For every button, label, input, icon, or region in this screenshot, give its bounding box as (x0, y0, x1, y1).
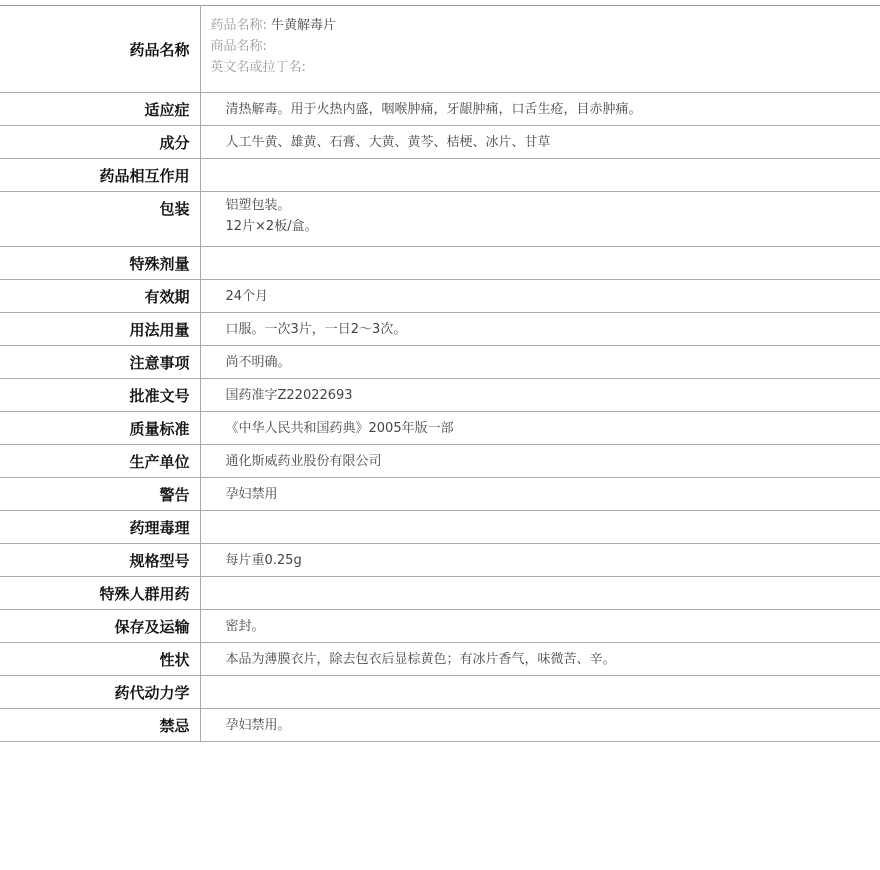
row-value: 口服。一次3片，一日2～3次。 (200, 313, 880, 346)
row-drug-name (0, 6, 880, 93)
row-value (200, 159, 880, 192)
trade-name-key: 商品名称: (210, 39, 267, 54)
row-contraindications (0, 709, 880, 742)
generic-name-line (211, 15, 880, 36)
row-label: 特殊剂量 (0, 247, 200, 280)
row-appearance (0, 643, 880, 676)
row-value: 尚不明确。 (200, 346, 880, 379)
row-special-dose (0, 247, 880, 280)
drug-info-table (0, 5, 880, 742)
row-warning (0, 478, 880, 511)
row-value: 密封。 (200, 610, 880, 643)
row-value: 孕妇禁用 (200, 478, 880, 511)
row-validity (0, 280, 880, 313)
row-spec (0, 544, 880, 577)
row-label: 适应症 (0, 93, 200, 126)
row-usage (0, 313, 880, 346)
row-label: 特殊人群用药 (0, 577, 200, 610)
row-label: 药品相互作用 (0, 159, 200, 192)
row-approval (0, 379, 880, 412)
row-label: 有效期 (0, 280, 200, 313)
packaging-line: 铝塑包装。 (225, 198, 291, 213)
row-value (200, 577, 880, 610)
row-interaction (0, 159, 880, 192)
row-label: 规格型号 (0, 544, 200, 577)
row-label: 批准文号 (0, 379, 200, 412)
row-label: 保存及运输 (0, 610, 200, 643)
latin-name-key: 英文名或拉丁名: (210, 60, 306, 75)
packaging-line: 12片×2板/盒。 (225, 219, 318, 234)
row-value (200, 511, 880, 544)
row-value (200, 676, 880, 709)
row-manufacturer (0, 445, 880, 478)
row-indication (0, 93, 880, 126)
row-value: 本品为薄膜衣片，除去包衣后显棕黄色；有冰片香气，味微苦、辛。 (200, 643, 880, 676)
generic-name-value: 牛黄解毒片 (271, 18, 337, 33)
packaging-cell (200, 192, 880, 247)
row-toxicology (0, 511, 880, 544)
generic-name-key: 药品名称: (210, 18, 267, 33)
row-value: 人工牛黄、雄黄、石膏、大黄、黄芩、桔梗、冰片、甘草 (200, 126, 880, 159)
row-label: 生产单位 (0, 445, 200, 478)
row-value: 通化斯威药业股份有限公司 (200, 445, 880, 478)
row-value: 国药准字Z22022693 (200, 379, 880, 412)
row-pharmacokinetics (0, 676, 880, 709)
row-label: 注意事项 (0, 346, 200, 379)
row-label: 药理毒理 (0, 511, 200, 544)
row-label: 用法用量 (0, 313, 200, 346)
row-label: 性状 (0, 643, 200, 676)
row-precautions (0, 346, 880, 379)
row-label: 禁忌 (0, 709, 200, 742)
row-storage (0, 610, 880, 643)
row-label: 包装 (0, 192, 200, 247)
row-label: 药代动力学 (0, 676, 200, 709)
row-label: 警告 (0, 478, 200, 511)
row-ingredients (0, 126, 880, 159)
row-special-groups (0, 577, 880, 610)
row-label: 成分 (0, 126, 200, 159)
drug-name-cell (200, 6, 880, 93)
row-label: 质量标准 (0, 412, 200, 445)
row-value: 孕妇禁用。 (200, 709, 880, 742)
row-value: 清热解毒。用于火热内盛，咽喉肿痛，牙龈肿痛，口舌生疮，目赤肿痛。 (200, 93, 880, 126)
row-value: 《中华人民共和国药典》2005年版一部 (200, 412, 880, 445)
row-value: 每片重0.25g (200, 544, 880, 577)
row-value (200, 247, 880, 280)
row-packaging (0, 192, 880, 247)
row-label: 药品名称 (0, 6, 200, 93)
row-value: 24个月 (200, 280, 880, 313)
trade-name-line (211, 36, 880, 57)
row-standard (0, 412, 880, 445)
latin-name-line (211, 57, 880, 78)
